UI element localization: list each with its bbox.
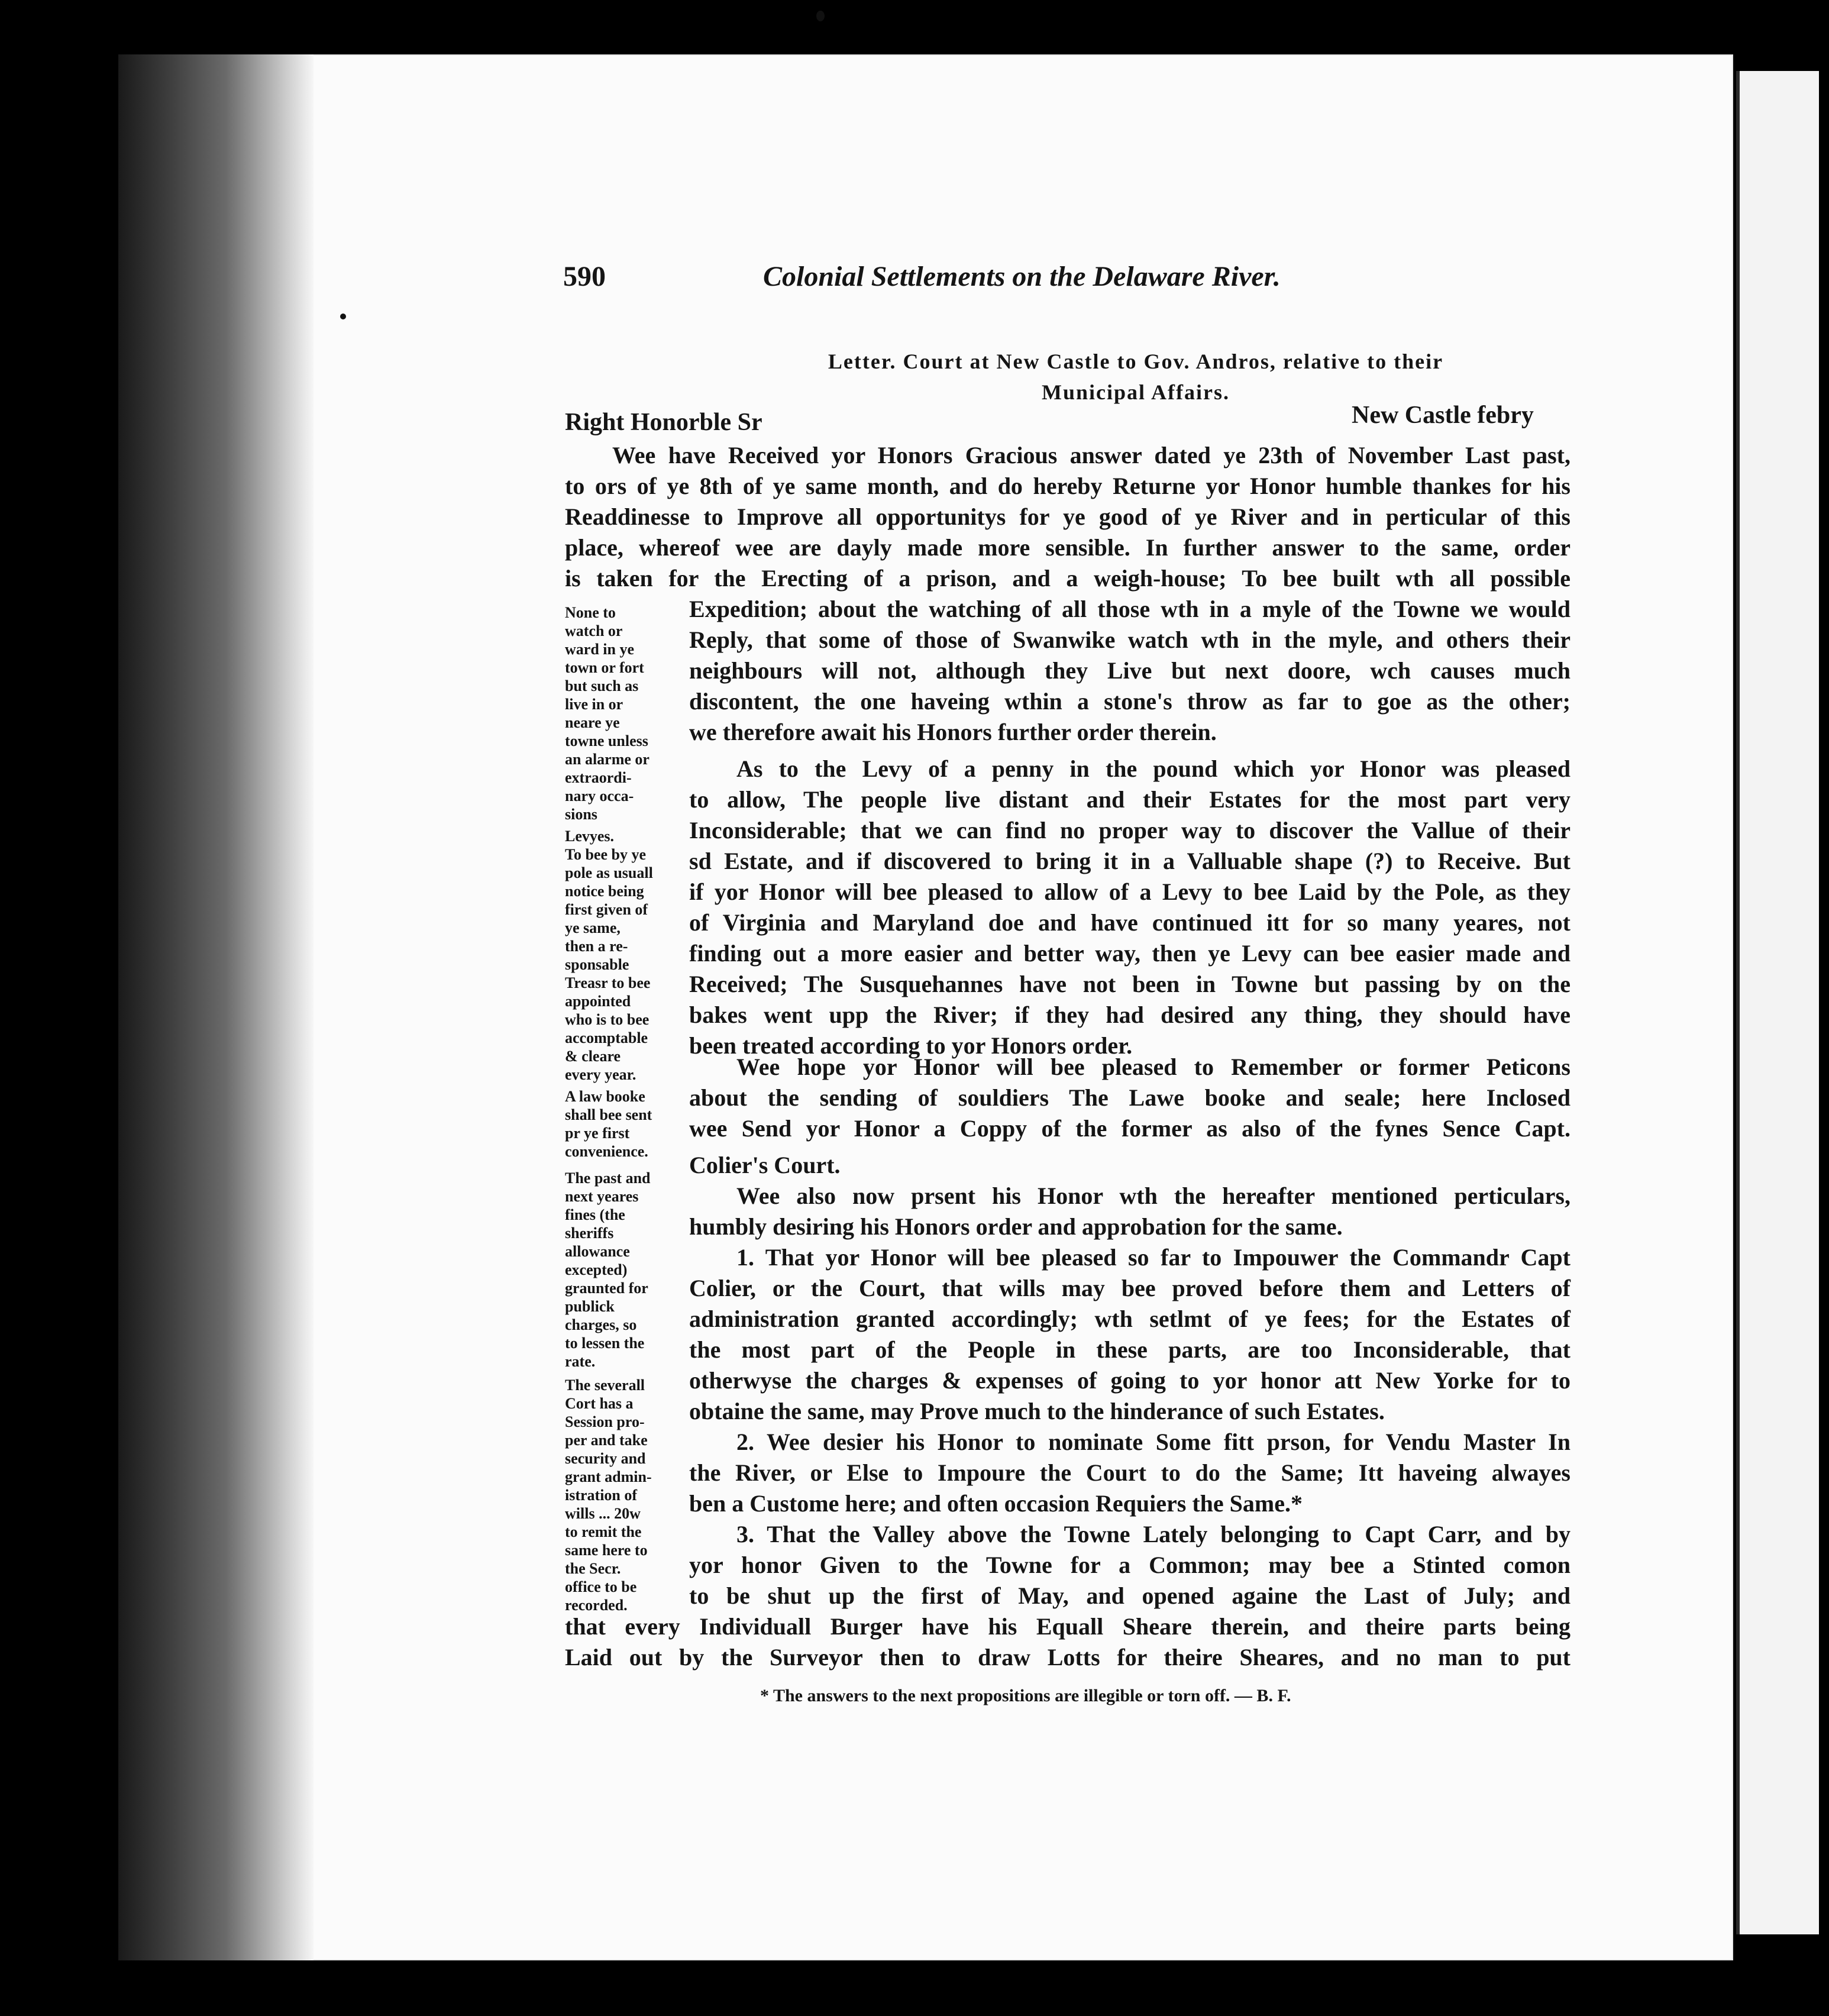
body-line: the most part of the People in these parts, are too Inconsiderable, that xyxy=(689,1336,1571,1363)
body-line: obtaine the same, may Prove much to the hinderance of such Estates. xyxy=(689,1398,1385,1424)
body-line: ben a Custome here; and often occasion Requiers the Same.* xyxy=(689,1490,1303,1517)
margin-note: A law booke shall bee sent pr ye first convenience. xyxy=(565,1088,652,1160)
page-number: 590 xyxy=(563,261,606,292)
body-line: is taken for the Erecting of a prison, and a weigh-house; To bee built wth all possible xyxy=(565,565,1571,592)
body-line: if yor Honor will bee pleased to allow of a Levy to bee Laid by the Pole, as they xyxy=(689,878,1571,905)
body-line: Received; The Susquehannes have not been in Towne but passing by on the xyxy=(689,971,1571,997)
body-line: Colier's Court. xyxy=(689,1152,841,1178)
body-line: 3. That the Valley above the Towne Lately belonging to Capt Carr, and by xyxy=(736,1521,1571,1547)
body-line: sd Estate, and if discovered to bring it in a Valluable shape (?) to Receive. But xyxy=(689,848,1571,874)
body-line: humbly desiring his Honors order and approbation for the same. xyxy=(689,1213,1343,1240)
margin-note: Levyes. To bee by ye pole as usuall notice being first given of ye same, then a re- sponsable Treasr to bee appointed who is to bee accomptable & cleare every year. xyxy=(565,828,653,1083)
body-line: discontent, the one haveing wthin a stone's throw as far to goe as the other; xyxy=(689,688,1571,715)
body-line: Reply, that some of those of Swanwike watch wth in the myle, and others their xyxy=(689,626,1571,653)
place-date: New Castle febry xyxy=(1352,402,1534,429)
body-line: to allow, The people live distant and their Estates for the most part very xyxy=(689,786,1571,813)
body-line: neighbours will not, although they Live but next doore, wch causes much xyxy=(689,657,1571,684)
body-line: been treated according to yor Honors order. xyxy=(689,1032,1133,1059)
body-line: of Virginia and Maryland doe and have continued itt for so many yeares, not xyxy=(689,909,1571,936)
body-line: about the sending of souldiers The Lawe booke and seale; here Inclosed xyxy=(689,1084,1571,1111)
scan-speck xyxy=(816,11,825,21)
body-line: we therefore await his Honors further order therein. xyxy=(689,719,1217,745)
margin-note: None to watch or ward in ye town or fort but such as live in or neare ye towne unless an alarme or extraordi- nary occa- sions xyxy=(565,604,649,823)
body-line: bakes went upp the River; if they had desired any thing, they should have xyxy=(689,1001,1571,1028)
body-line: Expedition; about the watching of all those wth in a myle of the Towne we would xyxy=(689,596,1571,622)
margin-note: The severall Cort has a Session pro- per and take security and grant admin- istration of wills ... 20w to remit the same here to the Secr. office to be recorded. xyxy=(565,1377,652,1614)
body-line: Laid out by the Surveyor then to draw Lotts for theire Sheares, and no man to put xyxy=(565,1644,1571,1671)
adjacent-page-border xyxy=(1736,71,1740,1934)
footnote: * The answers to the next propositions are illegible or torn off. — B. F. xyxy=(760,1686,1291,1705)
body-line: to ors of ye 8th of ye same month, and do hereby Returne yor Honor humble thankes for his xyxy=(565,473,1571,499)
body-line: Wee also now prsent his Honor wth the hereafter mentioned perticulars, xyxy=(736,1183,1571,1209)
letter-heading-line-1: Letter. Court at New Castle to Gov. Andros, relative to their xyxy=(828,350,1444,373)
running-head: Colonial Settlements on the Delaware River. xyxy=(763,261,1281,292)
body-line: place, whereof wee are dayly made more sensible. In further answer to the same, order xyxy=(565,534,1571,561)
body-line: yor honor Given to the Towne for a Common; may bee a Stinted comon xyxy=(689,1552,1571,1578)
body-line: to be shut up the first of May, and opened againe the Last of July; and xyxy=(689,1582,1571,1609)
letter-heading xyxy=(707,346,1565,408)
salutation: Right Honorble Sr xyxy=(565,409,762,436)
body-line: Wee hope yor Honor will bee pleased to Remember or former Peticons xyxy=(736,1054,1571,1080)
body-line: otherwyse the charges & expenses of going to yor honor att New Yorke for to xyxy=(689,1367,1571,1394)
margin-note: The past and next yeares fines (the sheriffs allowance excepted) graunted for publick charges, so to lessen the rate. xyxy=(565,1169,651,1370)
body-line: Wee have Received yor Honors Gracious answer dated ye 23th of November Last past, xyxy=(612,442,1571,469)
body-line: 1. That yor Honor will bee pleased so far to Impouwer the Commandr Capt xyxy=(736,1244,1571,1271)
body-line: administration granted accordingly; wth setlmt of ye fees; for the Estates of xyxy=(689,1306,1571,1332)
body-line: As to the Levy of a penny in the pound which yor Honor was pleased xyxy=(736,755,1571,782)
letter-heading-line-2: Municipal Affairs. xyxy=(1041,380,1230,404)
body-line: the River, or Else to Impoure the Court to do the Same; Itt haveing alwayes xyxy=(689,1459,1571,1486)
body-line: Colier, or the Court, that wills may bee proved before them and Letters of xyxy=(689,1275,1571,1301)
adjacent-page-edge xyxy=(1736,71,1819,1934)
body-line: that every Individuall Burger have his Equall Sheare therein, and theire parts being xyxy=(565,1613,1571,1640)
body-line: 2. Wee desier his Honor to nominate Some fitt prson, for Vendu Master In xyxy=(736,1429,1571,1455)
scan-speck xyxy=(340,314,346,319)
body-line: finding out a more easier and better way, then ye Levy can bee easier made and xyxy=(689,940,1571,967)
body-line: Readdinesse to Improve all opportunitys for ye good of ye River and in perticular of this xyxy=(565,503,1571,530)
page-gutter-shadow xyxy=(118,54,314,1960)
body-line: wee Send yor Honor a Coppy of the former as also of the fynes Sence Capt. xyxy=(689,1115,1571,1142)
body-line: Inconsiderable; that we can find no proper way to discover the Vallue of their xyxy=(689,817,1571,844)
